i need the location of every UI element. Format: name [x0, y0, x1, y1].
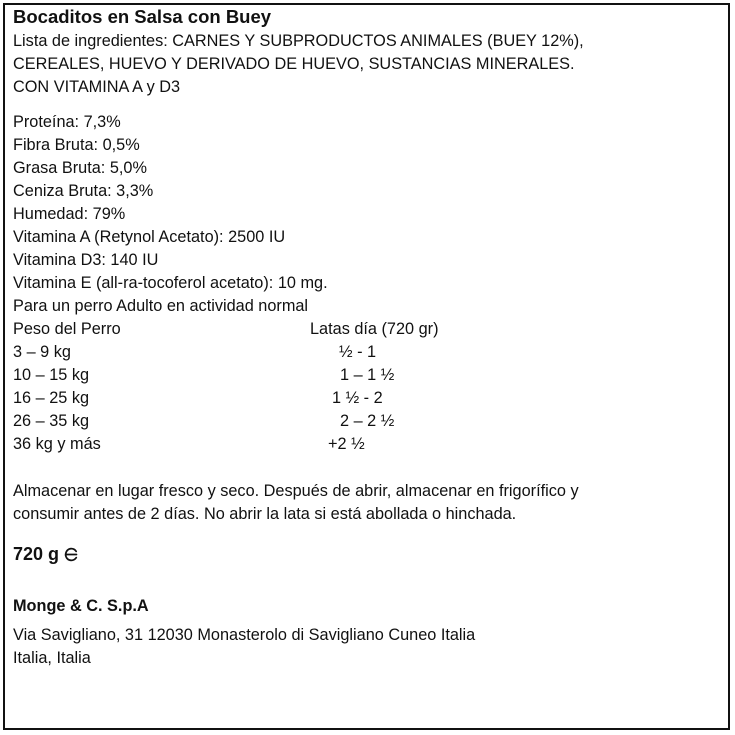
- constituent-fiber: Fibra Bruta: 0,5%: [13, 136, 140, 154]
- row-weight: 26 – 35 kg: [13, 412, 90, 430]
- constituent-moisture: Humedad: 79%: [13, 205, 126, 223]
- manufacturer-address: Via Savigliano, 31 12030 Monasterolo di Savigliano Cuneo Italia: [13, 626, 476, 644]
- feeding-intro: Para un perro Adulto en actividad normal: [13, 297, 309, 315]
- header-cans: Latas día (720 gr): [310, 320, 439, 338]
- feeding-table-row: [13, 387, 718, 410]
- row-weight: 3 – 9 kg: [13, 343, 71, 361]
- constituent-vitamin-a: Vitamina A (Retynol Acetato): 2500 IU: [13, 228, 286, 246]
- feeding-table-row: [13, 341, 718, 364]
- product-title: Bocaditos en Salsa con Buey: [13, 6, 272, 27]
- row-cans: 1 – 1 ½: [340, 366, 395, 384]
- analytical-constituents: [13, 111, 718, 295]
- product-label: [13, 4, 718, 670]
- feeding-table-header: [13, 318, 718, 341]
- feeding-table-row: [13, 410, 718, 433]
- row-cans: 1 ½ - 2: [332, 389, 383, 407]
- constituent-fat: Grasa Bruta: 5,0%: [13, 159, 147, 177]
- net-weight-value: 720 g: [13, 544, 60, 564]
- feeding-table-row: [13, 364, 718, 387]
- row-weight: 16 – 25 kg: [13, 389, 90, 407]
- row-cans: +2 ½: [328, 435, 365, 453]
- ingredients-line: Lista de ingredientes: CARNES Y SUBPRODUCTOS ANIMALES (BUEY 12%),: [13, 32, 584, 50]
- ingredients-list: [13, 30, 718, 99]
- header-weight: Peso del Perro: [13, 320, 121, 338]
- storage-line: consumir antes de 2 días. No abrir la lata si está abollada o hinchada.: [13, 505, 517, 523]
- manufacturer-country: Italia, Italia: [13, 649, 91, 667]
- row-weight: 10 – 15 kg: [13, 366, 90, 384]
- row-weight: 36 kg y más: [13, 435, 101, 453]
- row-cans: ½ - 1: [339, 343, 377, 361]
- constituent-vitamin-e: Vitamina E (all-ra-tocoferol acetato): 10 mg.: [13, 274, 328, 292]
- storage-line: Almacenar en lugar fresco y seco. Después de abrir, almacenar en frigorífico y: [13, 482, 579, 500]
- estimated-sign-icon: [61, 544, 81, 564]
- row-cans: 2 – 2 ½: [340, 412, 395, 430]
- storage-instructions: [13, 480, 718, 526]
- ingredients-line: CEREALES, HUEVO Y DERIVADO DE HUEVO, SUSTANCIAS MINERALES.: [13, 55, 575, 73]
- constituent-ash: Ceniza Bruta: 3,3%: [13, 182, 154, 200]
- constituent-vitamin-d3: Vitamina D3: 140 IU: [13, 251, 159, 269]
- feeding-table-row: [13, 433, 718, 456]
- feeding-guide: [13, 295, 718, 456]
- constituent-protein: Proteína: 7,3%: [13, 113, 121, 131]
- ingredients-line: CON VITAMINA A y D3: [13, 78, 181, 96]
- net-weight: [13, 541, 718, 567]
- manufacturer-name: Monge & C. S.p.A: [13, 597, 149, 615]
